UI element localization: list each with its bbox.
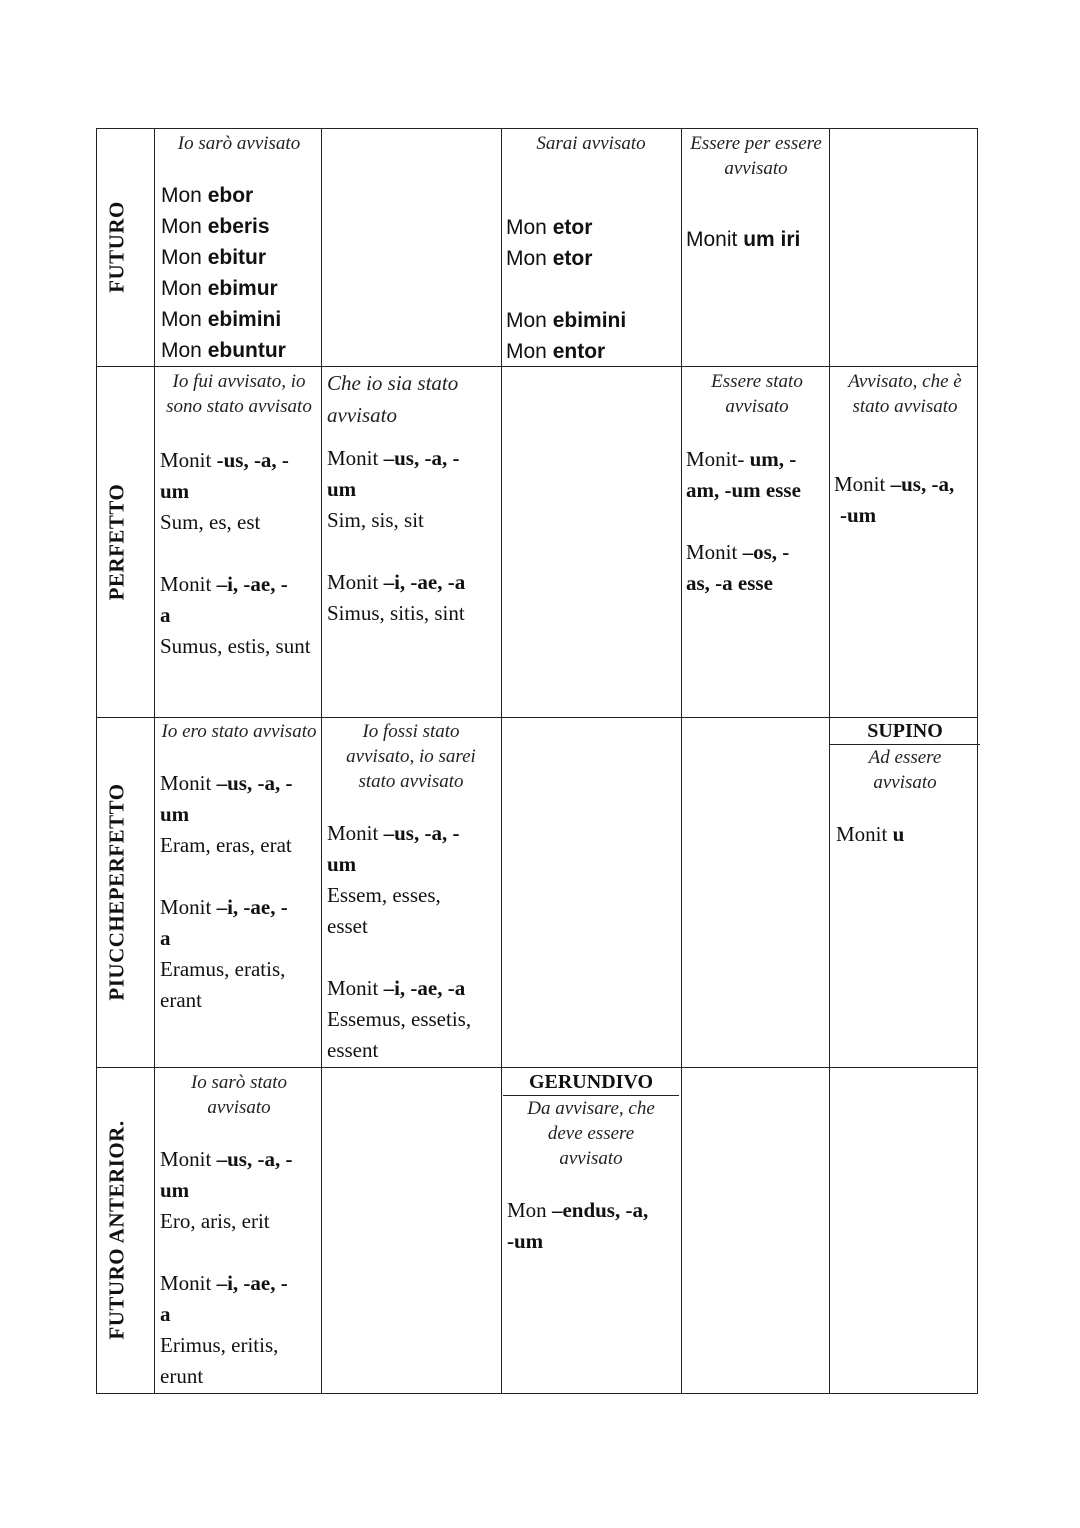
verb-form: Monit –us, -a, [834,472,955,496]
row-label-piuccheperfetto: PIUCCHEPERFETTO [104,783,129,1001]
perfetto-indicativo-cell [160,369,318,662]
verb-form: Mon etor [506,216,593,239]
auxiliary: Eram, eras, erat [160,833,292,857]
column-divider [321,128,322,1394]
perfetto-infinito-cell [686,369,828,599]
verb-form: Monit –us, -a, - [160,771,293,795]
auxiliary: Erimus, eritis, erunt [160,1333,279,1388]
verb-form: Monit –i, -ae, - [160,572,288,596]
verb-form: um [160,802,190,826]
auxiliary: Essemus, essetis, essent [327,1007,472,1062]
verb-form: Monit u [836,822,905,846]
verb-form: a [160,1302,171,1326]
row-divider [96,1067,978,1068]
verb-form: Mon entor [506,340,606,363]
translation: Che io sia stato avvisato [327,371,459,427]
verb-form: Mon ebimini [506,309,627,332]
verb-form: Monit –i, -ae, -a [327,976,466,1000]
translation: Sarai avvisato [536,133,646,154]
auxiliary: Simus, sitis, sint [327,601,465,625]
column-divider [154,128,155,1394]
verb-form: Mon ebimur [161,277,278,300]
verb-form: a [160,603,171,627]
gerundivo-title: GERUNDIVO [503,1070,679,1096]
verb-form: Mon ebuntur [161,339,286,362]
verb-form: Monit um iri [686,228,801,251]
row-label-futuro: FUTURO [104,201,129,293]
translation: Essere stato avvisato [711,371,803,417]
verb-form: Monit –i, -ae, - [160,1271,288,1295]
verb-form: Monit –us, -a, - [160,1147,293,1171]
futuro-imperativo-cell [506,131,676,367]
verb-form: a [160,926,171,950]
verb-form: -um [840,503,877,527]
verb-form: Mon etor [506,247,593,270]
translation: Ad essere avvisato [868,747,942,793]
perfetto-congiuntivo-cell [327,367,497,629]
verb-form: Mon ebimini [161,308,282,331]
translation: Io fossi stato avvisato, io sarei stato avvisato [346,721,476,792]
verb-form: Monit –us, -a, - [327,821,460,845]
verb-form: Mon eberis [161,215,270,238]
verb-form: Mon ebitur [161,246,267,269]
futuro-anteriore-indicativo-cell [160,1070,318,1392]
translation: Io ero stato avvisato [161,721,317,742]
verb-form: Monit -us, -a, - [160,448,289,472]
translation: Da avvisare, che deve essere avvisato [527,1098,655,1169]
verb-form: Monit –i, -ae, -a [327,570,466,594]
translation: Avvisato, che è stato avvisato [848,371,962,417]
piuccheperfetto-indicativo-cell [160,719,318,1016]
verb-form: Monit –us, -a, - [327,446,460,470]
supino-cell [830,719,980,850]
verb-form: um [160,479,190,503]
table-border-bottom [96,1393,978,1394]
futuro-infinito-cell [686,131,826,255]
translation: Io sarò stato avvisato [190,1072,288,1118]
verb-form: um [327,477,357,501]
verb-form: um [327,852,357,876]
perfetto-participio-cell [834,369,976,531]
column-divider [681,128,682,1394]
verb-form: Monit- um, - [686,447,797,471]
auxiliary: Sum, es, est [160,510,261,534]
table-border-top [96,128,978,129]
futuro-indicativo-cell [161,131,317,366]
verb-form: Monit –os, - [686,540,790,564]
translation: Io sarò avvisato [177,133,301,154]
verb-form: Mon ebor [161,184,254,207]
row-label-perfetto: PERFETTO [104,483,129,601]
supino-title: SUPINO [830,719,980,745]
auxiliary: Essem, esses, esset [327,883,441,938]
verb-form: Monit –i, -ae, - [160,895,288,919]
auxiliary: Ero, aris, erit [160,1209,270,1233]
verb-form: am, -um esse [686,478,801,502]
translation: Io fui avvisato, io sono stato avvisato [166,371,312,417]
auxiliary: Sim, sis, sit [327,508,424,532]
verb-form: as, -a esse [686,571,773,595]
verb-form: Mon –endus, -a, [507,1198,649,1222]
translation: Essere per essere avvisato [690,133,822,179]
row-label-futuro-anterior: FUTURO ANTERIOR. [104,1120,129,1340]
row-divider [96,717,978,718]
verb-form: -um [507,1229,544,1253]
auxiliary: Sumus, estis, sunt [160,634,311,658]
verb-form: um [160,1178,190,1202]
gerundivo-cell [501,1070,681,1257]
piuccheperfetto-congiuntivo-cell [327,719,495,1066]
table-border-left [96,128,97,1394]
auxiliary: Eramus, eratis, erant [160,957,286,1012]
